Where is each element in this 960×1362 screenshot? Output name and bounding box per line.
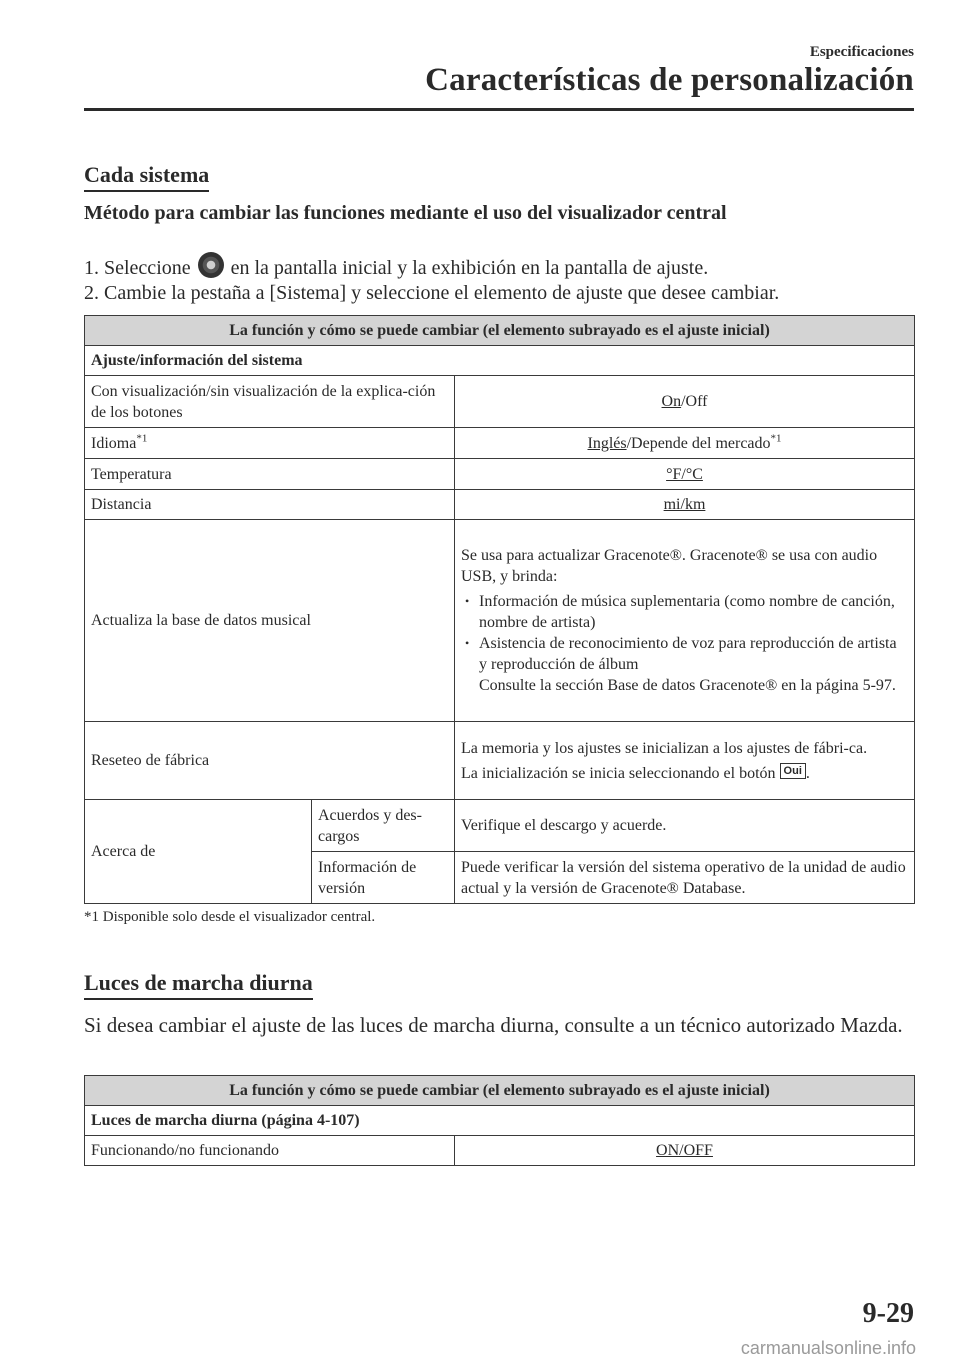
reset-text-2: La inicialización se inicia seleccionando el botón Oui . [461,764,810,782]
music-reference: Consulte la sección Base de datos Gracenote® en la página 5-97. [479,677,896,694]
row-label: Temperatura [85,459,455,490]
alt-value: /Off [681,393,708,410]
method-title: Método para cambiar las funciones mediante el uso del visualizador central [84,202,727,224]
footnote-mark: *1 [136,432,148,445]
table-row [85,459,915,490]
alt-value: /Depende del mercado [626,434,771,452]
settings-gear-icon [198,252,224,278]
table-header: La función y cómo se puede cambiar (el elemento subrayado es el ajuste inicial) [85,1076,915,1106]
footnote-mark: *1 [770,432,782,445]
music-intro: Se usa para actualizar Gracenote®. Gracenote® se usa con audio USB, y brinda: [461,547,878,585]
settings-table-system [84,315,915,904]
table-row [85,1136,915,1166]
page-title: Características de personalización [425,62,914,98]
row-label: Actualiza la base de datos musical [85,520,455,722]
row-value [455,459,915,490]
row-sublabel: Acuerdos y des-cargos [312,800,455,852]
row-sublabel: Información de versión [312,852,455,904]
row-value [455,428,915,459]
step-1-text-start: 1. Seleccione [84,257,191,279]
header-section: Especificaciones [809,44,914,60]
table-row [85,490,915,520]
header-divider [84,108,914,111]
step-1-text-end: en la pantalla inicial y la exhibición en la pantalla de ajuste. [230,257,709,279]
default-value: Inglés [587,434,627,452]
row-label: Con visualización/sin visualización de la explica-ción de los botones [85,376,455,428]
row-value [455,490,915,520]
row-value: Verifique el descargo y acuerde. [455,800,915,852]
default-value: On [661,393,682,410]
table-group-row: Luces de marcha diurna (página 4-107) [85,1106,915,1136]
section-title-cada-sistema: Cada sistema [84,162,209,192]
default-value: °F/°C [666,465,703,483]
row-value [455,1136,915,1166]
table-row [85,520,915,722]
watermark: carmanualsonline.info [740,1338,916,1358]
settings-table-lights [84,1075,915,1166]
table-row [85,428,915,459]
luces-paragraph: Si desea cambiar el ajuste de las luces de marcha diurna, consulte a un técnico autorizado Mazda. [84,1013,903,1037]
row-label [85,428,455,459]
row-label: Reseteo de fábrica [85,722,455,800]
default-value: ON/OFF [656,1142,713,1159]
table-row [85,800,915,852]
table-row [85,722,915,800]
idioma-label: Idioma [91,434,137,452]
table-group-row: Ajuste/información del sistema [85,346,915,376]
row-value: Puede verificar la versión del sistema operativo de la unidad de audio actual y la versión de Gracenote® Database. [455,852,915,904]
row-value [455,376,915,428]
music-bullets [461,591,908,696]
reset-text-1: La memoria y los ajustes se inicializan a los ajustes de fábri-ca. [461,739,868,757]
page-number: 9-29 [862,1298,914,1329]
row-label: Acerca de [85,800,312,904]
row-label: Distancia [85,490,455,520]
list-item: • Información de música suplementaria (como nombre de canción, nombre de artista) [479,591,908,633]
section-title-luces: Luces de marcha diurna [84,970,313,1000]
step-2: 2. Cambie la pestaña a [Sistema] y seleccione el elemento de ajuste que desee cambiar. [84,282,780,304]
reset-instruction: La inicialización se inicia seleccionando el botón [461,764,776,782]
default-value: mi/km [663,496,706,513]
oui-button-icon: Oui [780,763,806,779]
table-row [85,376,915,428]
row-value [455,520,915,722]
table-header: La función y cómo se puede cambiar (el elemento subrayado es el ajuste inicial) [85,316,915,346]
row-value [455,722,915,800]
list-item: • Asistencia de reconocimiento de voz para reproducción de artista y reproducción de álbum [479,633,908,675]
step-1 [84,252,708,280]
row-label: Funcionando/no funcionando [85,1136,455,1166]
footnote: *1 Disponible solo desde el visualizador central. [84,909,376,925]
